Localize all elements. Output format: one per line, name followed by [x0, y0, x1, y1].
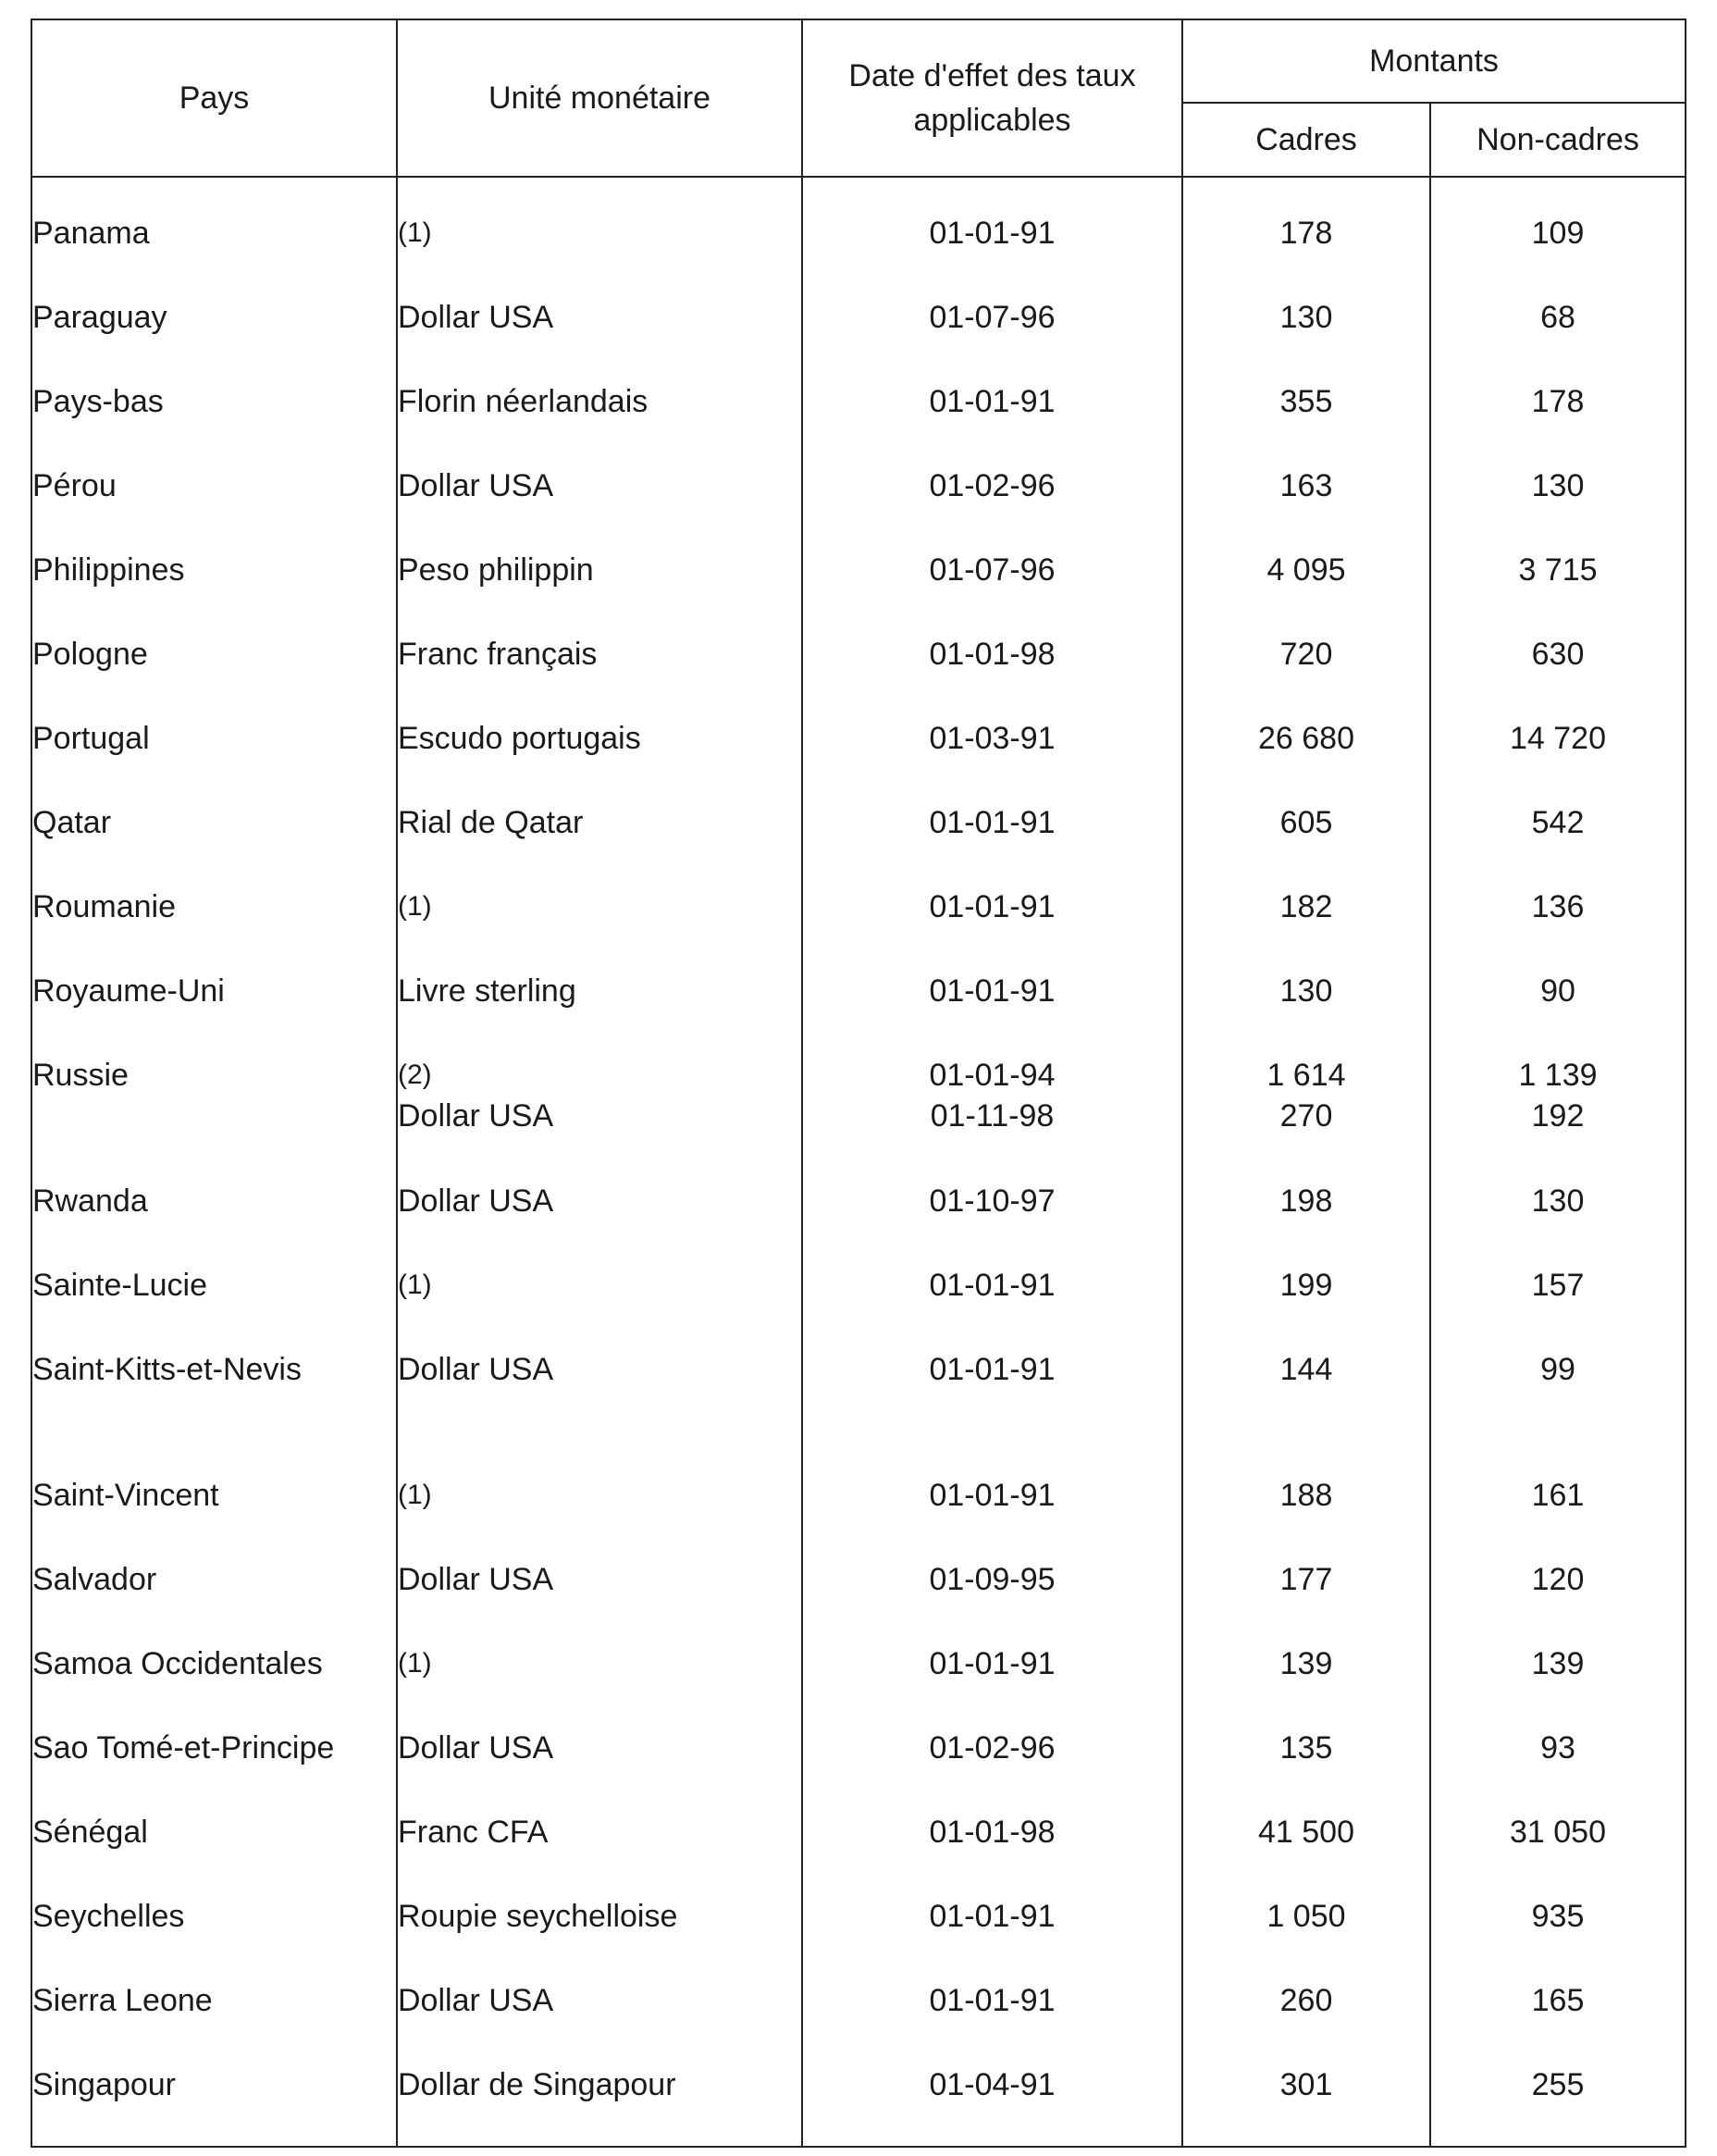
cell-date-effet-value: 01-07-96: [929, 552, 1056, 588]
cell-non-cadres: [1430, 1559, 1686, 1643]
table-row: [31, 886, 1686, 971]
cell-cadres-value: 41 500: [1258, 1815, 1354, 1850]
cell-pays: Sao Tomé-et-Principe: [31, 1728, 397, 1812]
cell-date-effet: [802, 1055, 1182, 1181]
cell-cadres: [1182, 1812, 1430, 1896]
cell-date-effet: [802, 634, 1182, 718]
cell-cadres: [1182, 1559, 1430, 1643]
cell-unite-monetaire: [397, 802, 802, 886]
table-row: [31, 1265, 1686, 1349]
cell-pays: Panama: [31, 213, 397, 297]
cell-pays: Seychelles: [31, 1896, 397, 1980]
cell-pays: Saint-Kitts-et-Nevis: [31, 1349, 397, 1475]
cell-non-cadres-value: 14 720: [1510, 721, 1606, 756]
table-row: [31, 1181, 1686, 1265]
cell-unite-monetaire: [397, 1643, 802, 1728]
cell-date-effet: [802, 550, 1182, 634]
cell-non-cadres: [1430, 297, 1686, 381]
cell-unite-monetaire: [397, 1980, 802, 2064]
table-row: [31, 381, 1686, 465]
cell-unite-monetaire-value: (1): [398, 1648, 432, 1679]
cell-cadres-value: 135: [1279, 1730, 1333, 1766]
cell-unite-monetaire-value: (1): [398, 1270, 432, 1300]
cell-non-cadres-value: 3 715: [1518, 552, 1598, 588]
cell-cadres: [1182, 802, 1430, 886]
cell-date-effet-value: 01-01-98: [929, 1815, 1056, 1850]
cell-date-effet-value: 01-01-94: [929, 1058, 1056, 1093]
table-row: [31, 1475, 1686, 1559]
table-row: [31, 1643, 1686, 1728]
cell-unite-monetaire: [397, 1896, 802, 1980]
cell-unite-monetaire: [397, 1181, 802, 1265]
cell-unite-monetaire-value: Franc CFA: [398, 1815, 549, 1850]
cell-pays: Sénégal: [31, 1812, 397, 1896]
cell-date-effet-value: 01-10-97: [929, 1183, 1056, 1219]
cell-unite-monetaire: [397, 297, 802, 381]
cell-unite-monetaire: [397, 1728, 802, 1812]
cell-unite-monetaire-value: Escudo portugais: [398, 721, 641, 756]
cell-non-cadres-value: 255: [1531, 2067, 1585, 2102]
cell-unite-monetaire: [397, 718, 802, 802]
cell-cadres-value: 163: [1279, 468, 1333, 503]
cell-unite-monetaire: [397, 2064, 802, 2147]
cell-date-effet-value: 01-01-91: [929, 384, 1056, 419]
cell-non-cadres-value: 109: [1531, 216, 1585, 251]
cell-unite-monetaire-value: Dollar USA: [398, 1562, 554, 1597]
cell-non-cadres: [1430, 1896, 1686, 1980]
cell-unite-monetaire: [397, 1559, 802, 1643]
table-row: [31, 1728, 1686, 1812]
cell-date-effet-value: 01-01-98: [929, 637, 1056, 672]
table-row: [31, 550, 1686, 634]
cell-cadres: [1182, 1349, 1430, 1475]
table-row: [31, 802, 1686, 886]
cell-unite-monetaire: [397, 1055, 802, 1181]
cell-pays: Portugal: [31, 718, 397, 802]
cell-date-effet: [802, 718, 1182, 802]
cell-unite-monetaire-value: Dollar de Singapour: [398, 2067, 676, 2102]
cell-cadres: [1182, 1265, 1430, 1349]
cell-cadres-value: 144: [1279, 1352, 1333, 1387]
cell-cadres-value: 605: [1279, 805, 1333, 840]
cell-unite-monetaire-value: (1): [398, 1480, 432, 1510]
cell-non-cadres-value: 136: [1531, 889, 1585, 924]
cell-date-effet-value: 01-04-91: [929, 2067, 1056, 2102]
cell-unite-monetaire-value: Dollar USA: [398, 1352, 554, 1387]
cell-unite-monetaire-value: Franc français: [398, 637, 598, 672]
header-unite-monetaire: Unité monétaire: [397, 19, 802, 177]
cell-date-effet: [802, 1181, 1182, 1265]
cell-cadres: [1182, 213, 1430, 297]
cell-non-cadres-value: 139: [1531, 1646, 1585, 1681]
cell-pays: Royaume-Uni: [31, 971, 397, 1055]
cell-unite-monetaire: [397, 634, 802, 718]
table-row: [31, 465, 1686, 550]
table-body: [31, 177, 1686, 2147]
cell-cadres-value: 182: [1279, 889, 1333, 924]
cell-pays: Saint-Vincent: [31, 1475, 397, 1559]
cell-non-cadres-value: 192: [1531, 1098, 1585, 1134]
cell-non-cadres: [1430, 1728, 1686, 1812]
cell-date-effet: [802, 802, 1182, 886]
cell-date-effet: [802, 1643, 1182, 1728]
cell-non-cadres-value: 157: [1531, 1268, 1585, 1303]
cell-non-cadres: [1430, 634, 1686, 718]
cell-non-cadres-value: 542: [1531, 805, 1585, 840]
cell-cadres: [1182, 1728, 1430, 1812]
cell-non-cadres: [1430, 1349, 1686, 1475]
table-row: [31, 213, 1686, 297]
cell-date-effet-value: 01-01-91: [929, 1899, 1056, 1934]
cell-cadres: [1182, 1475, 1430, 1559]
header-pays: Pays: [31, 19, 397, 177]
cell-cadres-value: 1 614: [1266, 1058, 1346, 1093]
cell-cadres-value: 1 050: [1266, 1899, 1346, 1934]
cell-date-effet-value: 01-01-91: [929, 1646, 1056, 1681]
cell-date-effet: [802, 1265, 1182, 1349]
cell-non-cadres-value: 93: [1540, 1730, 1575, 1766]
cell-cadres-value: 130: [1279, 300, 1333, 335]
cell-cadres-value: 199: [1279, 1268, 1333, 1303]
cell-unite-monetaire: [397, 971, 802, 1055]
cell-unite-monetaire-value: Dollar USA: [398, 1983, 554, 2018]
cell-unite-monetaire-value: Dollar USA: [398, 1730, 554, 1766]
cell-unite-monetaire-value: Florin néerlandais: [398, 384, 649, 419]
cell-non-cadres: [1430, 1265, 1686, 1349]
cell-non-cadres-value: 120: [1531, 1562, 1585, 1597]
cell-non-cadres-value: 178: [1531, 384, 1585, 419]
cell-non-cadres: [1430, 1055, 1686, 1181]
cell-non-cadres: [1430, 1980, 1686, 2064]
table-row: [31, 1980, 1686, 2064]
cell-cadres-value: 130: [1279, 973, 1333, 1009]
cell-cadres: [1182, 1055, 1430, 1181]
cell-unite-monetaire-value: Dollar USA: [398, 468, 554, 503]
table-row: [31, 1055, 1686, 1181]
cell-date-effet: [802, 213, 1182, 297]
cell-unite-monetaire: [397, 886, 802, 971]
cell-pays: Samoa Occidentales: [31, 1643, 397, 1728]
table-row: [31, 297, 1686, 381]
cell-cadres: [1182, 1896, 1430, 1980]
cell-date-effet: [802, 297, 1182, 381]
cell-date-effet-value: 01-01-91: [929, 1983, 1056, 2018]
cell-unite-monetaire: [397, 465, 802, 550]
cell-pays: Pologne: [31, 634, 397, 718]
cell-cadres-value: 26 680: [1258, 721, 1354, 756]
cell-pays: Qatar: [31, 802, 397, 886]
cell-date-effet: [802, 1728, 1182, 1812]
cell-unite-monetaire: [397, 1349, 802, 1475]
cell-non-cadres: [1430, 718, 1686, 802]
cell-date-effet-value: 01-03-91: [929, 721, 1056, 756]
cell-non-cadres: [1430, 971, 1686, 1055]
table-row: [31, 2064, 1686, 2147]
cell-date-effet-value: 01-01-91: [929, 1352, 1056, 1387]
cell-non-cadres: [1430, 1181, 1686, 1265]
table-row: [31, 1349, 1686, 1475]
table-row: [31, 1812, 1686, 1896]
cell-date-effet-value: 01-01-91: [929, 805, 1056, 840]
cell-cadres-value: 4 095: [1266, 552, 1346, 588]
cell-date-effet: [802, 1475, 1182, 1559]
cell-date-effet-value: 01-01-91: [929, 973, 1056, 1009]
cell-unite-monetaire-value: Livre sterling: [398, 973, 576, 1009]
cell-pays: Sierra Leone: [31, 1980, 397, 2064]
cell-cadres-value: 188: [1279, 1478, 1333, 1513]
cell-non-cadres: [1430, 2064, 1686, 2147]
cell-pays: Singapour: [31, 2064, 397, 2147]
cell-cadres-value: 177: [1279, 1562, 1333, 1597]
cell-cadres-value: 198: [1279, 1183, 1333, 1219]
cell-date-effet: [802, 1896, 1182, 1980]
cell-cadres: [1182, 2064, 1430, 2147]
cell-unite-monetaire-value: (2): [398, 1059, 432, 1090]
rates-table: [31, 19, 1686, 2148]
cell-date-effet-value: 01-01-91: [929, 1268, 1056, 1303]
cell-non-cadres-value: 68: [1540, 300, 1575, 335]
cell-non-cadres-value: 1 139: [1518, 1058, 1598, 1093]
cell-date-effet: [802, 2064, 1182, 2147]
cell-non-cadres: [1430, 1643, 1686, 1728]
cell-unite-monetaire: [397, 381, 802, 465]
cell-pays: Sainte-Lucie: [31, 1265, 397, 1349]
cell-cadres: [1182, 1181, 1430, 1265]
table-row: [31, 718, 1686, 802]
cell-non-cadres-value: 99: [1540, 1352, 1575, 1387]
cell-date-effet-value: 01-09-95: [929, 1562, 1056, 1597]
cell-cadres-value: 355: [1279, 384, 1333, 419]
cell-unite-monetaire-value: Dollar USA: [398, 1183, 554, 1219]
cell-pays: Rwanda: [31, 1181, 397, 1265]
cell-non-cadres-value: 935: [1531, 1899, 1585, 1934]
cell-unite-monetaire-value: (1): [398, 891, 432, 922]
cell-cadres: [1182, 718, 1430, 802]
cell-cadres: [1182, 297, 1430, 381]
cell-unite-monetaire: [397, 1812, 802, 1896]
cell-non-cadres: [1430, 1475, 1686, 1559]
cell-non-cadres: [1430, 381, 1686, 465]
cell-date-effet: [802, 1559, 1182, 1643]
cell-date-effet: [802, 886, 1182, 971]
header-date-effet: Date d'effet des taux applicables: [802, 19, 1182, 177]
cell-date-effet-value: 01-11-98: [930, 1098, 1055, 1134]
table-row: [31, 971, 1686, 1055]
cell-non-cadres-value: 161: [1531, 1478, 1585, 1513]
cell-cadres: [1182, 971, 1430, 1055]
cell-date-effet-value: 01-07-96: [929, 300, 1056, 335]
cell-cadres: [1182, 381, 1430, 465]
cell-unite-monetaire-value: Roupie seychelloise: [398, 1899, 678, 1934]
cell-date-effet: [802, 1812, 1182, 1896]
cell-non-cadres: [1430, 550, 1686, 634]
cell-non-cadres: [1430, 213, 1686, 297]
cell-pays: Pérou: [31, 465, 397, 550]
table-header: [31, 19, 1686, 177]
cell-unite-monetaire-value: Rial de Qatar: [398, 805, 584, 840]
cell-cadres-value: 260: [1279, 1983, 1333, 2018]
cell-non-cadres-value: 130: [1531, 1183, 1585, 1219]
cell-date-effet: [802, 1980, 1182, 2064]
cell-pays: Paraguay: [31, 297, 397, 381]
cell-date-effet: [802, 971, 1182, 1055]
cell-cadres: [1182, 550, 1430, 634]
cell-non-cadres-value: 130: [1531, 468, 1585, 503]
header-cadres: Cadres: [1182, 103, 1430, 177]
cell-non-cadres-value: 90: [1540, 973, 1575, 1009]
cell-cadres-value: 301: [1279, 2067, 1333, 2102]
table-row: [31, 1559, 1686, 1643]
cell-unite-monetaire: [397, 550, 802, 634]
cell-non-cadres: [1430, 886, 1686, 971]
cell-date-effet: [802, 1349, 1182, 1475]
cell-date-effet-value: 01-02-96: [929, 1730, 1056, 1766]
cell-unite-monetaire-value: Dollar USA: [398, 300, 554, 335]
cell-date-effet: [802, 381, 1182, 465]
cell-pays: Salvador: [31, 1559, 397, 1643]
cell-pays: Pays-bas: [31, 381, 397, 465]
header-montants: Montants: [1182, 19, 1686, 103]
cell-date-effet-value: 01-02-96: [929, 468, 1056, 503]
cell-non-cadres-value: 165: [1531, 1983, 1585, 2018]
cell-date-effet-value: 01-01-91: [929, 1478, 1056, 1513]
header-non-cadres: Non-cadres: [1430, 103, 1686, 177]
cell-cadres: [1182, 1643, 1430, 1728]
cell-unite-monetaire: [397, 213, 802, 297]
cell-date-effet-value: 01-01-91: [929, 889, 1056, 924]
cell-cadres-value: 720: [1279, 637, 1333, 672]
cell-cadres: [1182, 634, 1430, 718]
cell-cadres-value: 178: [1279, 216, 1333, 251]
cell-unite-monetaire: [397, 1475, 802, 1559]
cell-cadres: [1182, 1980, 1430, 2064]
cell-cadres: [1182, 465, 1430, 550]
cell-pays: Russie: [31, 1055, 397, 1181]
cell-pays: Roumanie: [31, 886, 397, 971]
cell-non-cadres: [1430, 465, 1686, 550]
cell-non-cadres-value: 31 050: [1510, 1815, 1606, 1850]
table-spacer-row: [31, 177, 1686, 213]
cell-cadres-value: 270: [1279, 1098, 1333, 1134]
cell-date-effet-value: 01-01-91: [929, 216, 1056, 251]
cell-pays: Philippines: [31, 550, 397, 634]
cell-cadres-value: 139: [1279, 1646, 1333, 1681]
cell-unite-monetaire: [397, 1265, 802, 1349]
cell-cadres: [1182, 886, 1430, 971]
cell-date-effet: [802, 465, 1182, 550]
cell-unite-monetaire-value: Peso philippin: [398, 552, 594, 588]
cell-non-cadres-value: 630: [1531, 637, 1585, 672]
cell-non-cadres: [1430, 1812, 1686, 1896]
table-row: [31, 1896, 1686, 1980]
table-row: [31, 634, 1686, 718]
cell-unite-monetaire-value: Dollar USA: [398, 1098, 554, 1134]
cell-non-cadres: [1430, 802, 1686, 886]
cell-unite-monetaire-value: (1): [398, 217, 432, 248]
